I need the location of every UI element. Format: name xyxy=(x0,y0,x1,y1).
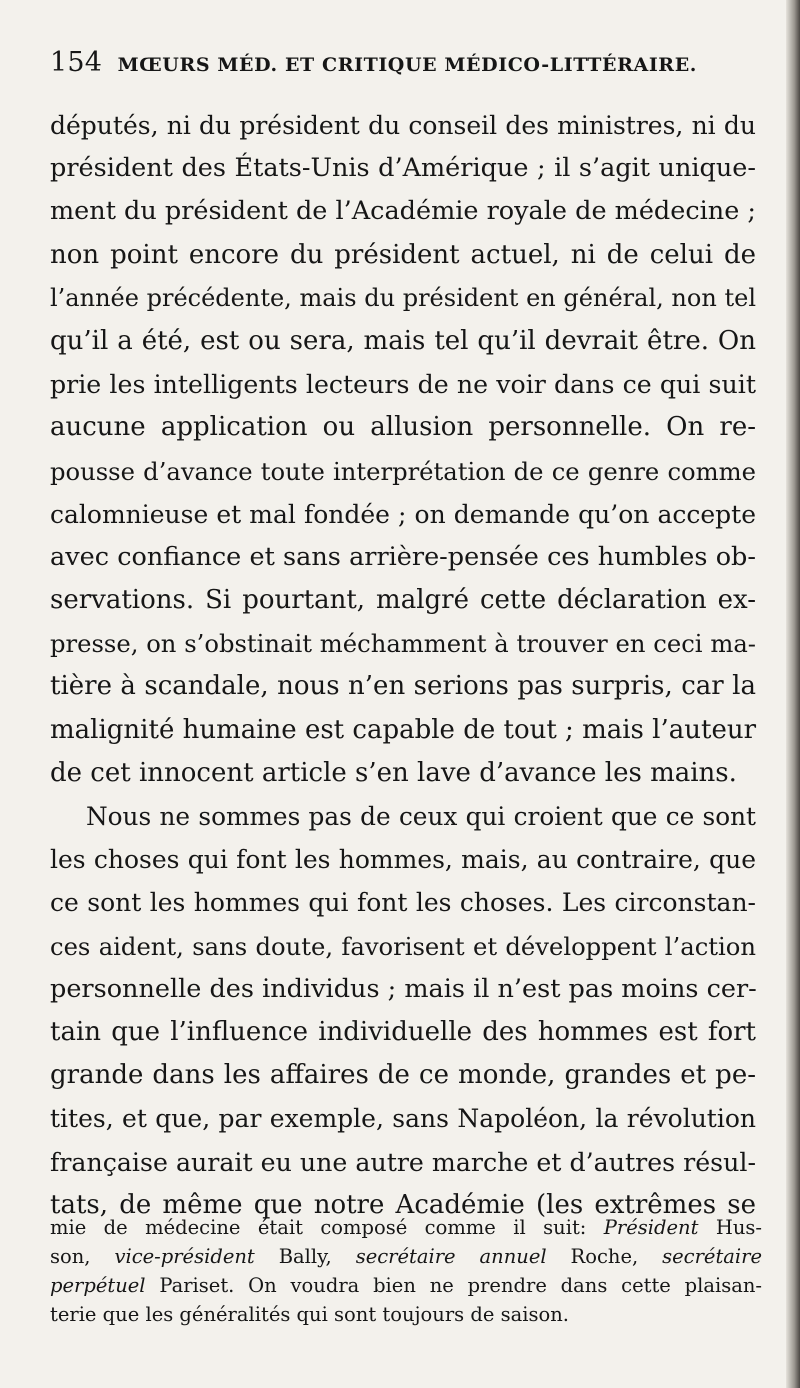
footnote-italic: secrétaire annuel xyxy=(355,1245,547,1268)
text-line: française aurait eu une autre marche et d’autres résul- xyxy=(50,1147,756,1177)
page-number: 154 xyxy=(50,47,103,78)
text-line: malignité humaine est capable de tout ; mais l’auteur xyxy=(50,714,756,745)
footnote-italic: secrétaire xyxy=(662,1245,763,1268)
text-line: l’année précédente, mais du président en général, non tel xyxy=(50,283,756,312)
footnote-italic: vice-président xyxy=(114,1245,255,1268)
text-line: grande dans les affaires de ce monde, grandes et pe- xyxy=(50,1060,756,1091)
footnote-text: Hus- xyxy=(698,1216,762,1239)
footnote-line xyxy=(50,1271,762,1300)
page-edge-shadow xyxy=(786,0,800,1388)
text-line: ment du président de l’Académie royale de médecine ; xyxy=(50,196,756,227)
text-line: tain que l’influence individuelle des hommes est fort xyxy=(50,1016,756,1047)
text-line: les choses qui font les hommes, mais, au contraire, que xyxy=(50,845,756,875)
text-line: tats, de même que notre Académie (les extrêmes se xyxy=(50,1189,756,1220)
footnote-line xyxy=(50,1300,762,1329)
footnote-text: terie que les généralités qui sont toujours de saison. xyxy=(50,1303,569,1326)
paragraph-end-line: de cet innocent article s’en lave d’avance les mains. xyxy=(50,757,737,788)
running-head xyxy=(50,48,750,80)
text-line: pousse d’avance toute interprétation de ce genre comme xyxy=(50,456,756,486)
text-line: non point encore du président actuel, ni de celui de xyxy=(50,239,756,270)
running-head-title: MŒURS MÉD. ET CRITIQUE MÉDICO-LITTÉRAIRE. xyxy=(117,54,697,76)
footnote-italic: Président xyxy=(603,1216,699,1239)
footnote xyxy=(50,1213,762,1329)
text-line: députés, ni du président du conseil des ministres, ni du xyxy=(50,111,756,140)
text-line: ces aident, sans doute, favorisent et développent l’action xyxy=(50,931,756,961)
text-line: président des États-Unis d’Amérique ; il s’agit unique- xyxy=(50,153,756,184)
text-line: prie les intelligents lecteurs de ne voir dans ce qui suit xyxy=(50,370,756,400)
text-line: personnelle des individus ; mais il n’est pas moins cer- xyxy=(50,973,757,1004)
footnote-text: Pariset. On voudra bien ne prendre dans cette plaisan- xyxy=(145,1274,762,1297)
text-line: calomnieuse et mal fondée ; on demande qu’on accepte xyxy=(50,499,756,529)
text-line: tites, et que, par exemple, sans Napoléon, la révolution xyxy=(50,1104,756,1134)
body-text xyxy=(50,104,756,1227)
text-line: aucune application ou allusion personnelle. On re- xyxy=(50,412,756,443)
text-line: tière à scandale, nous n’en serions pas surpris, car la xyxy=(50,671,756,702)
text-line: avec confiance et sans arrière-pensée ces humbles ob- xyxy=(50,541,756,572)
footnote-text: Roche, xyxy=(546,1245,663,1268)
paragraph-start-line: Nous ne sommes pas de ceux qui croient que ce sont xyxy=(86,802,756,831)
footnote-italic: perpétuel xyxy=(50,1274,146,1297)
footnote-text: Bally, xyxy=(254,1245,356,1268)
footnote-text: mie de médecine était composé comme il suit: xyxy=(50,1216,604,1239)
footnote-line xyxy=(50,1213,762,1242)
footnote-text: son, xyxy=(50,1245,115,1268)
text-line: ce sont les hommes qui font les choses. Les circonstan- xyxy=(50,888,756,918)
text-line: presse, on s’obstinait méchamment à trouver en ceci ma- xyxy=(50,629,756,659)
footnote-line xyxy=(50,1242,762,1271)
text-line: qu’il a été, est ou sera, mais tel qu’il devrait être. On xyxy=(50,325,756,356)
text-line: servations. Si pourtant, malgré cette déclaration ex- xyxy=(50,585,756,616)
